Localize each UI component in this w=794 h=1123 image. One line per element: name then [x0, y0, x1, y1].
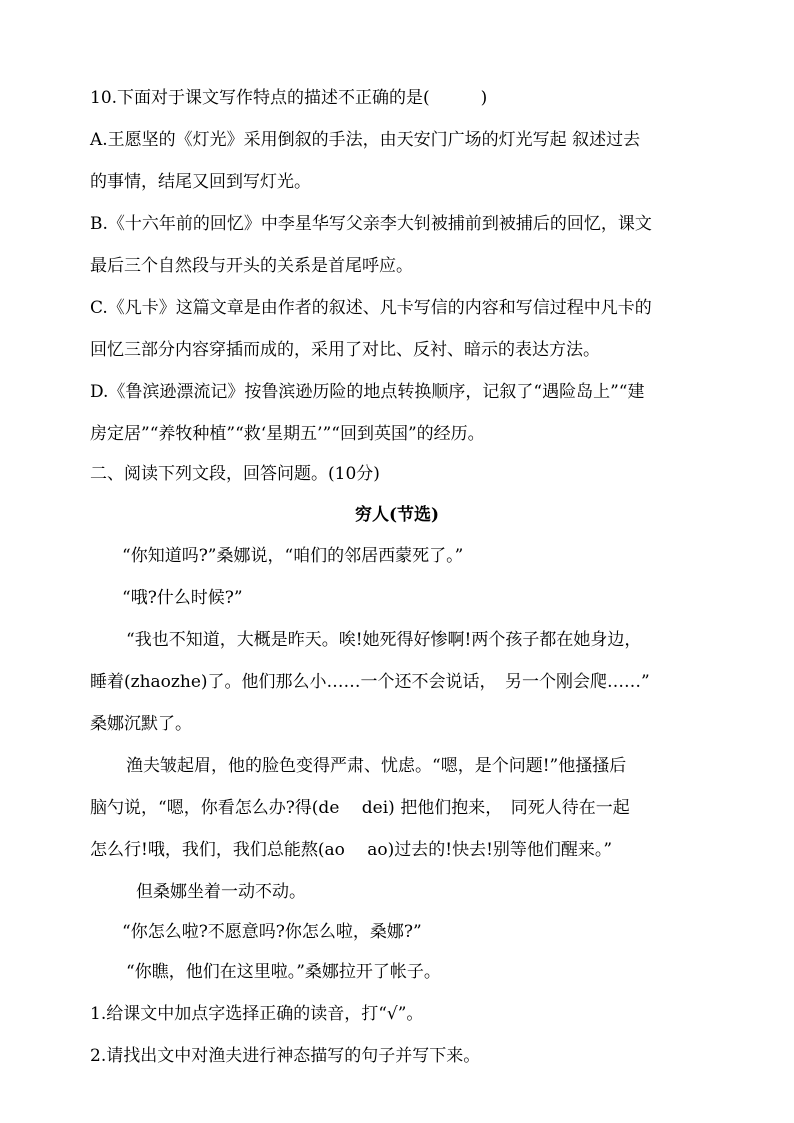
passage-paragraph-3-line-1: “我也不知道，大概是昨天。唉!她死得好惨啊!两个孩子都在她身边， [126, 630, 642, 650]
passage-paragraph-1: “你知道吗?”桑娜说，“咱们的邻居西蒙死了。” [122, 546, 464, 566]
passage-paragraph-4-line-3: 怎么行!哦，我们，我们总能熬(ao ao)过去的!快去!别等他们醒来。” [90, 840, 613, 860]
section-2-heading: 二、阅读下列文段，回答问题。(10分) [90, 464, 380, 484]
passage-title: 穷人(节选) [354, 505, 440, 525]
option-a-line-2: 的事情，结尾又回到写灯光。 [90, 172, 311, 192]
option-c-line-2: 回忆三部分内容穿插而成的，采用了对比、反衬、暗示的表达方法。 [90, 340, 600, 360]
option-d-line-1: D.《鲁滨逊漂流记》按鲁滨逊历险的地点转换顺序，记叙了“遇险岛上”“建 [90, 382, 645, 402]
question-10-stem: 10.下面对于课文写作特点的描述不正确的是( ) [90, 88, 488, 108]
passage-paragraph-4-line-1: 渔夫皱起眉，他的脸色变得严肃、忧虑。“嗯，是个问题!”他搔搔后 [126, 756, 627, 776]
option-d-line-2: 房定居”“养牧种植”“救‘星期五’”“回到英国”的经历。 [90, 424, 485, 444]
option-b-line-1: B.《十六年前的回忆》中李星华写父亲李大钊被捕前到被捕后的回忆，课文 [90, 214, 652, 234]
option-c-line-1: C.《凡卡》这篇文章是由作者的叙述、凡卡写信的内容和写信过程中凡卡的 [90, 298, 652, 318]
question-2: 2.请找出文中对渔夫进行神态描写的句子并写下来。 [90, 1046, 481, 1066]
option-b-line-2: 最后三个自然段与开头的关系是首尾呼应。 [90, 256, 413, 276]
question-1: 1.给课文中加点字选择正确的读音，打“√”。 [90, 1004, 424, 1024]
passage-paragraph-7: “你瞧，他们在这里啦。”桑娜拉开了帐子。 [126, 962, 441, 982]
passage-paragraph-6: “你怎么啦?不愿意吗?你怎么啦，桑娜?” [122, 922, 422, 942]
option-a-line-1: A.王愿坚的《灯光》采用倒叙的手法，由天安门广场的灯光写起 叙述过去 [90, 130, 641, 150]
passage-paragraph-4-line-2: 脑勺说，“嗯，你看怎么办?得(de dei) 把他们抱来， 同死人待在一起 [90, 798, 630, 818]
passage-paragraph-2: “哦?什么时候?” [122, 588, 243, 608]
passage-paragraph-5: 但桑娜坐着一动不动。 [136, 882, 306, 902]
passage-paragraph-3-line-3: 桑娜沉默了。 [90, 714, 192, 734]
passage-paragraph-3-line-2: 睡着(zhaozhe)了。他们那么小……一个还不会说话， 另一个刚会爬……” [90, 672, 650, 692]
